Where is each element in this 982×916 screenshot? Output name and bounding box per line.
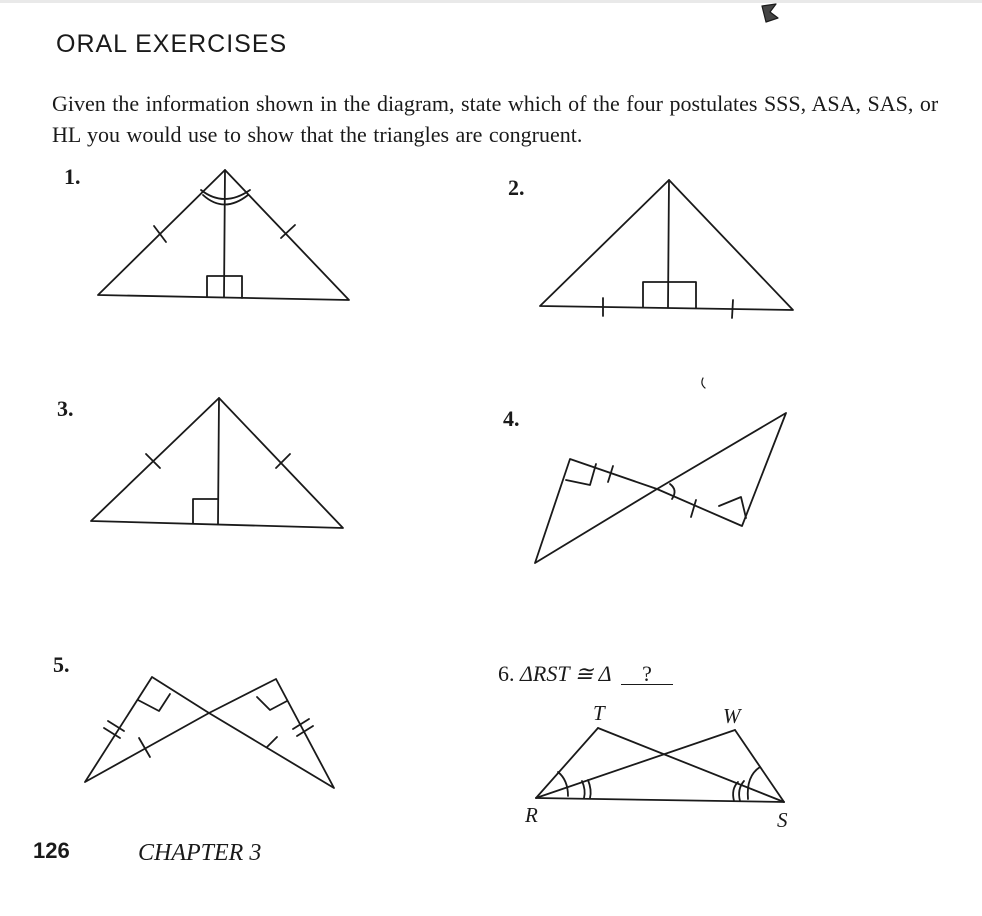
point-W-label: W [723, 704, 741, 728]
section-heading: ORAL EXERCISES [56, 30, 288, 58]
chapter-label: CHAPTER 3 [138, 840, 262, 866]
figure-1-triangle [98, 170, 349, 300]
point-S-label: S [777, 808, 788, 832]
figure-4-triangles [535, 413, 786, 563]
exercise-3-number: 3. [57, 396, 74, 421]
point-T-label: T [593, 701, 605, 725]
figure-6-quadrilateral [536, 728, 784, 802]
congruence-statement: ΔRST ≅ Δ [520, 661, 612, 686]
figure-5-triangles [85, 677, 334, 788]
scan-marks [702, 4, 778, 388]
figure-3-triangle [91, 398, 343, 528]
exercise-2-number: 2. [508, 175, 525, 200]
exercise-4-number: 4. [503, 406, 520, 431]
exercise-1-number: 1. [64, 164, 81, 189]
answer-blank: ? [621, 664, 673, 685]
figure-2-triangle [540, 180, 793, 318]
page-number: 126 [33, 838, 70, 863]
instructions-text: Given the information shown in the diagram, state which of the four postulates SSS, ASA, SAS, or HL you would use to show that the triangles are congruent. [52, 91, 939, 147]
exercise-5-number: 5. [53, 652, 70, 677]
exercise-6-number: 6. [498, 661, 515, 686]
point-R-label: R [525, 803, 538, 827]
